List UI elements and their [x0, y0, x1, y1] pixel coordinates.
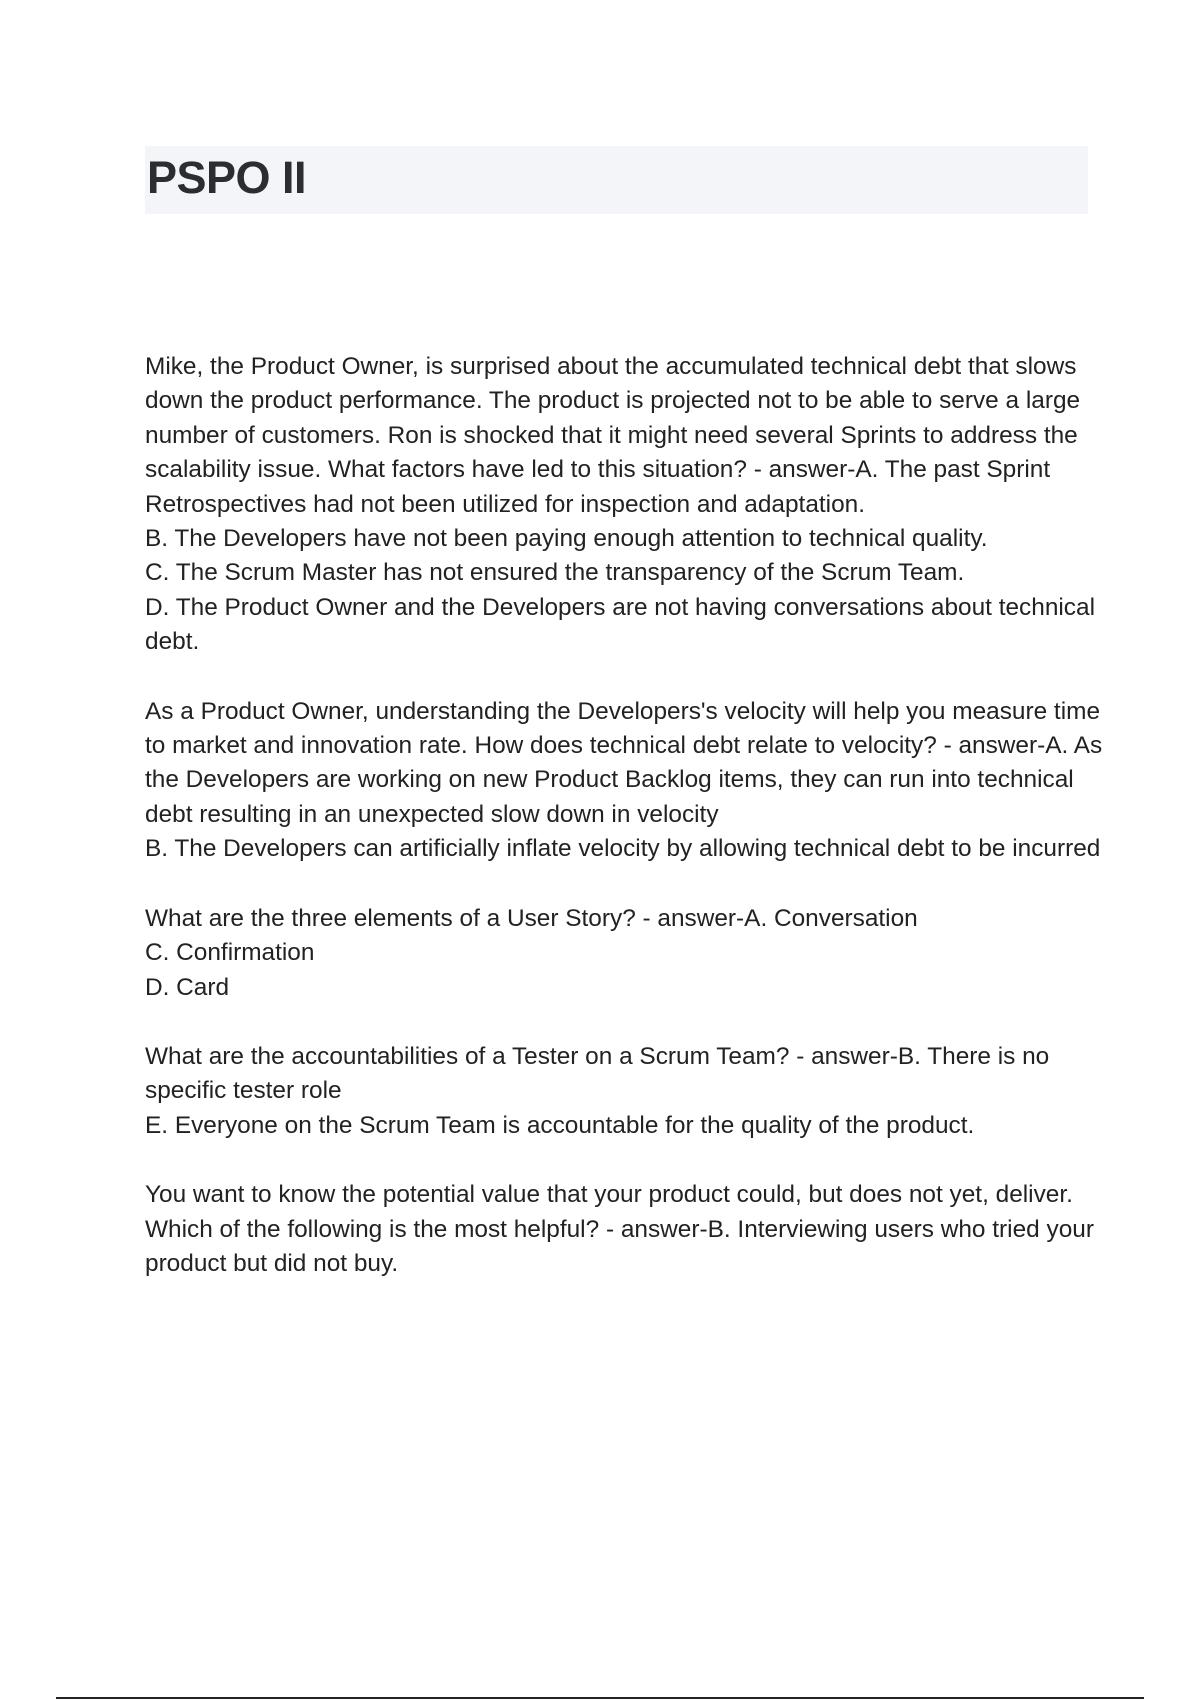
- qa-block-2: [145, 695, 1105, 867]
- question-text: As a Product Owner, understanding the Developers's velocity will help you measure time to market and innovation rate. How does technical debt relate to velocity? - answer-A. As the Developers are working on new Product Backlog items, they can run into technical debt resulting in an unexpected slow down in velocity: [145, 697, 1103, 828]
- question-text: You want to know the potential value that your product could, but does not yet, deliver. Which of the following is the most helpful? - answer-B. Interviewing users who tried your product but did not buy.: [145, 1181, 1094, 1277]
- title-banner: [145, 146, 1088, 214]
- footer-divider: [56, 1697, 1144, 1699]
- document-body: [145, 350, 1105, 1316]
- qa-block-5: [145, 1178, 1105, 1281]
- answer-option: B. The Developers can artificially inflate velocity by allowing technical debt to be incurred: [145, 835, 1101, 863]
- qa-block-3: [145, 902, 1105, 1005]
- qa-block-1: [145, 350, 1105, 660]
- question-text: Mike, the Product Owner, is surprised about the accumulated technical debt that slows down the product performance. The product is projected not to be able to serve a large number of customers. Ron is shocked that it might need several Sprints to address the scalability issue. What factors have led to this situation? - answer-A. The past Sprint Retrospectives had not been utilized for inspection and adaptation.: [145, 353, 1081, 518]
- answer-option: C. Confirmation: [145, 939, 315, 967]
- answer-option: D. The Product Owner and the Developers are not having conversations about technical debt.: [145, 593, 1095, 656]
- question-text: What are the accountabilities of a Tester on a Scrum Team? - answer-B. There is no specific tester role: [145, 1042, 1050, 1105]
- answer-option: E. Everyone on the Scrum Team is accountable for the quality of the product.: [145, 1111, 975, 1139]
- qa-block-4: [145, 1040, 1105, 1143]
- page-title: PSPO II: [147, 152, 307, 203]
- answer-option: C. The Scrum Master has not ensured the transparency of the Scrum Team.: [145, 559, 965, 587]
- answer-option: D. Card: [145, 973, 230, 1001]
- question-text: What are the three elements of a User Story? - answer-A. Conversation: [145, 904, 918, 932]
- answer-option: B. The Developers have not been paying enough attention to technical quality.: [145, 525, 988, 553]
